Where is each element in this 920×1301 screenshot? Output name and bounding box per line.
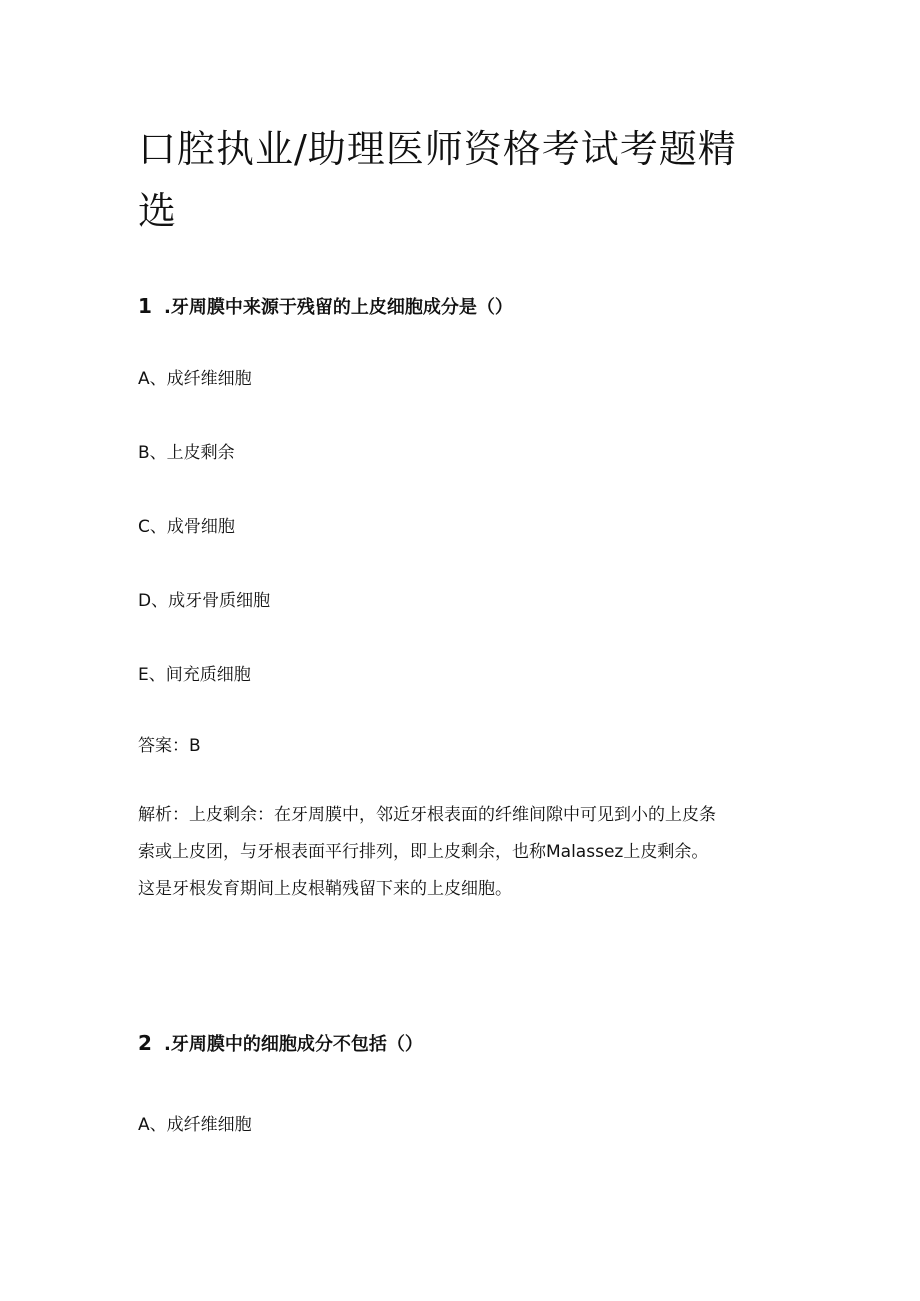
question-1-analysis-line: 解析：上皮剩余：在牙周膜中，邻近牙根表面的纤维间隙中可见到小的上皮条: [138, 805, 716, 825]
question-1-option-d: D、成牙骨质细胞: [138, 591, 271, 611]
question-1-option-c: C、成骨细胞: [138, 517, 235, 537]
document-title-line-1: 口腔执业/助理医师资格考试考题精: [138, 127, 737, 171]
question-1-text: .牙周膜中来源于残留的上皮细胞成分是（）: [164, 297, 513, 318]
question-1-option-a: A、成纤维细胞: [138, 369, 252, 389]
question-1-heading: [138, 294, 513, 320]
question-1-number: 1: [138, 294, 152, 318]
question-2-number: 2: [138, 1031, 152, 1055]
document-title: [138, 118, 818, 242]
question-2-heading: [138, 1031, 423, 1057]
document-title-line-2: 选: [138, 189, 178, 233]
question-1-option-b: B、上皮剩余: [138, 443, 235, 463]
question-1-answer: 答案：B: [138, 736, 201, 756]
question-1-analysis-line: 索或上皮团，与牙根表面平行排列，即上皮剩余，也称Malassez上皮剩余。: [138, 842, 709, 862]
question-1-analysis-line: 这是牙根发育期间上皮根鞘残留下来的上皮细胞。: [138, 879, 512, 899]
question-1-analysis: [138, 797, 798, 908]
question-2-option-a: A、成纤维细胞: [138, 1115, 252, 1135]
question-2-text: .牙周膜中的细胞成分不包括（）: [164, 1034, 423, 1055]
question-1-option-e: E、间充质细胞: [138, 665, 251, 685]
